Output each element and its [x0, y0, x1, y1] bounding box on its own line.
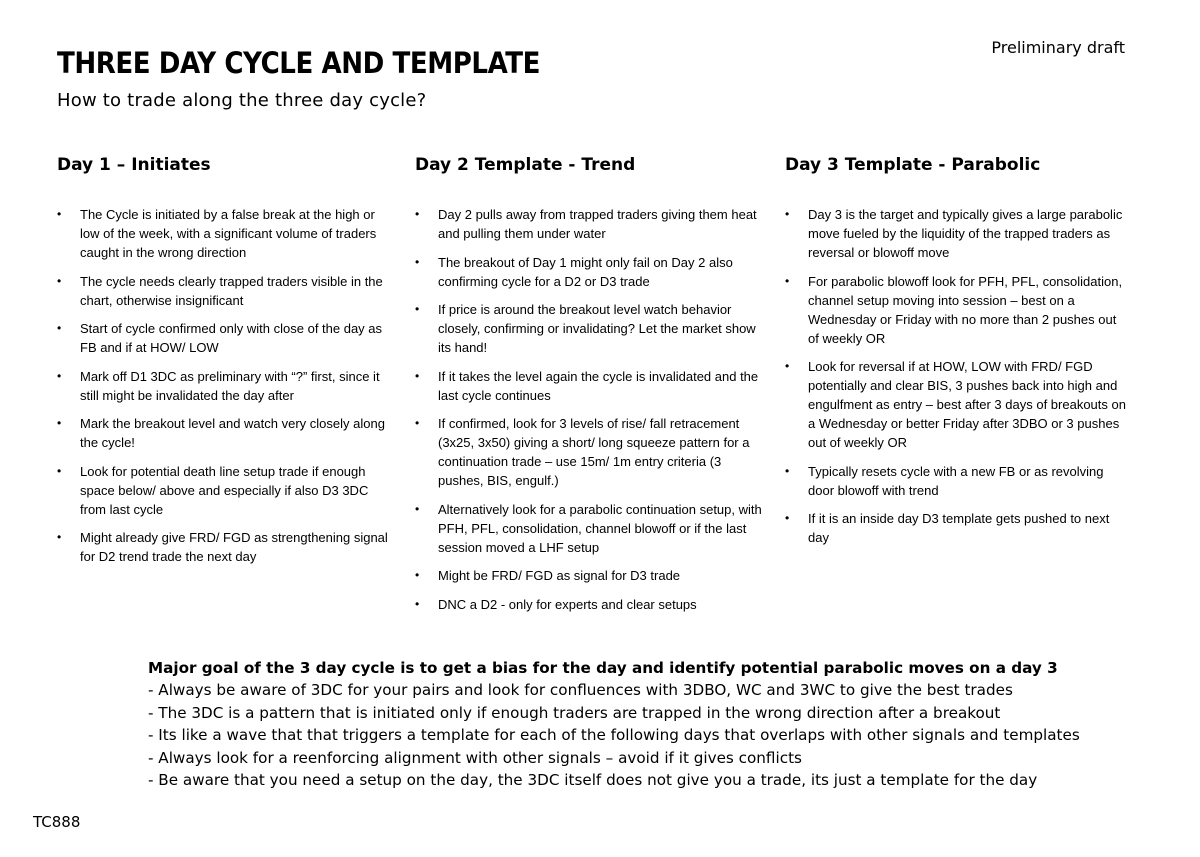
bullet-text: Might be FRD/ FGD as signal for D3 trade	[438, 568, 681, 583]
list-item	[785, 205, 1130, 262]
page-subtitle: How to trade along the three day cycle?	[57, 90, 427, 111]
bullet-icon: •	[785, 463, 790, 478]
list-item	[415, 300, 765, 357]
bullet-icon: •	[57, 368, 62, 383]
day-2-heading: Day 2 Template - Trend	[415, 155, 636, 175]
list-item	[415, 500, 765, 557]
list-item	[415, 566, 765, 585]
list-item	[415, 595, 765, 614]
bullet-icon: •	[785, 207, 790, 221]
list-item	[415, 205, 765, 243]
bullet-text: Might already give FRD/ FGD as strengthening signal for D2 trend trade the next day	[80, 530, 388, 564]
bullet-icon: •	[415, 501, 420, 516]
bullet-text: Start of cycle confirmed only with close of the day as FB and if at HOW/ LOW	[80, 321, 383, 355]
bullet-icon: •	[415, 207, 420, 221]
bullet-text: If it is an inside day D3 template gets pushed to next day	[808, 511, 1110, 545]
list-item	[415, 253, 765, 291]
summary-line: - Always look for a reenforcing alignment with other signals – avoid if it gives conflicts	[148, 748, 802, 767]
bullet-icon: •	[415, 596, 420, 611]
list-item	[785, 272, 1130, 348]
bullet-text: The cycle needs clearly trapped traders visible in the chart, otherwise insignificant	[80, 273, 383, 308]
day-3-bullet-list	[785, 205, 1130, 547]
bullet-icon: •	[415, 302, 420, 316]
bullet-text: Look for potential death line setup trade if enough space below/ above and especially if also D3 3DC from last cycle	[80, 463, 369, 517]
list-item	[57, 528, 397, 566]
list-item	[785, 357, 1130, 452]
day-3-heading: Day 3 Template - Parabolic	[785, 155, 1041, 175]
day-1-column	[57, 155, 397, 576]
list-item	[57, 462, 397, 519]
draft-label: Preliminary draft	[991, 38, 1125, 57]
summary-line: - Its like a wave that that triggers a template for each of the following days that overlaps with other signals and templates	[148, 726, 1080, 745]
summary-line: - Be aware that you need a setup on the day, the 3DC itself does not give you a trade, its just a template for the day	[148, 771, 1038, 790]
bullet-icon: •	[57, 273, 62, 288]
bullet-text: Typically resets cycle with a new FB or as revolving door blowoff with trend	[808, 463, 1104, 498]
day-2-column	[415, 155, 765, 623]
summary-line: - The 3DC is a pattern that is initiated only if enough traders are trapped in the wrong direction after a breakout	[148, 703, 1001, 722]
bullet-text: If confirmed, look for 3 levels of rise/ fall retracement (3x25, 3x50) giving a short/ long squeeze pattern for a continuation trade – use 15m/ 1m entry criteria (3 pushes, BIS, engulf.)	[438, 416, 750, 488]
summary-heading: Major goal of the 3 day cycle is to get a bias for the day and identify potential parabolic moves on a day 3	[148, 659, 1058, 677]
bullet-text: The breakout of Day 1 might only fail on Day 2 also confirming cycle for a D2 or D3 trade	[438, 254, 733, 289]
list-item	[785, 462, 1130, 500]
list-item	[785, 509, 1130, 547]
bullet-text: If it takes the level again the cycle is invalidated and the last cycle continues	[438, 368, 759, 403]
bullet-text: For parabolic blowoff look for PFH, PFL, consolidation, channel setup moving into session – best on a Wednesday or Friday with no more than 2 pushes out of weekly OR	[808, 273, 1123, 346]
list-item	[57, 205, 397, 262]
footer-code: TC888	[33, 813, 81, 831]
bullet-text: Alternatively look for a parabolic continuation setup, with PFH, PFL, consolidation, channel blowoff or if the last session moved a LHF setup	[438, 501, 762, 555]
bullet-icon: •	[415, 568, 420, 582]
bullet-icon: •	[57, 530, 62, 544]
bullet-icon: •	[785, 359, 790, 373]
bullet-text: Look for reversal if at HOW, LOW with FRD/ FGD potentially and clear BIS, 3 pushes back into high and engulfment as entry – best after 3 days of breakouts on a Wednesday or better Friday after 3DBO or 3 pushes out of weekly OR	[808, 359, 1126, 450]
bullet-icon: •	[57, 321, 62, 335]
bullet-icon: •	[415, 368, 420, 383]
bullet-icon: •	[785, 273, 790, 288]
bullet-icon: •	[785, 511, 790, 525]
list-item	[57, 272, 397, 310]
list-item	[415, 367, 765, 405]
bullet-icon: •	[57, 463, 62, 478]
bullet-text: Mark the breakout level and watch very closely along the cycle!	[80, 416, 385, 450]
day-1-heading: Day 1 – Initiates	[57, 155, 211, 175]
bullet-text: If price is around the breakout level watch behavior closely, confirming or invalidating? Let the market show its hand!	[438, 302, 756, 355]
list-item	[57, 367, 397, 405]
day-1-bullet-list	[57, 205, 397, 566]
summary-line: - Always be aware of 3DC for your pairs and look for confluences with 3DBO, WC and 3WC to give the best trades	[148, 681, 1013, 700]
bullet-icon: •	[57, 416, 62, 430]
bullet-text: DNC a D2 - only for experts and clear setups	[438, 596, 697, 612]
summary-section	[148, 657, 1178, 791]
list-item	[415, 414, 765, 490]
day-3-column	[785, 155, 1130, 557]
bullet-text: Mark off D1 3DC as preliminary with “?” first, since it still might be invalidated the day after	[80, 368, 380, 403]
bullet-icon: •	[415, 416, 420, 430]
page-title: THREE DAY CYCLE AND TEMPLATE	[57, 46, 541, 80]
day-2-bullet-list	[415, 205, 765, 614]
bullet-text: The Cycle is initiated by a false break at the high or low of the week, with a significant volume of traders caught in the wrong direction	[80, 207, 377, 260]
list-item	[57, 414, 397, 452]
list-item	[57, 319, 397, 357]
bullet-icon: •	[57, 207, 62, 221]
bullet-icon: •	[415, 254, 420, 269]
bullet-text: Day 3 is the target and typically gives a large parabolic move fueled by the liquidity of the trapped traders as reversal or blowoff move	[808, 207, 1123, 260]
bullet-text: Day 2 pulls away from trapped traders giving them heat and pulling them under water	[438, 207, 757, 241]
